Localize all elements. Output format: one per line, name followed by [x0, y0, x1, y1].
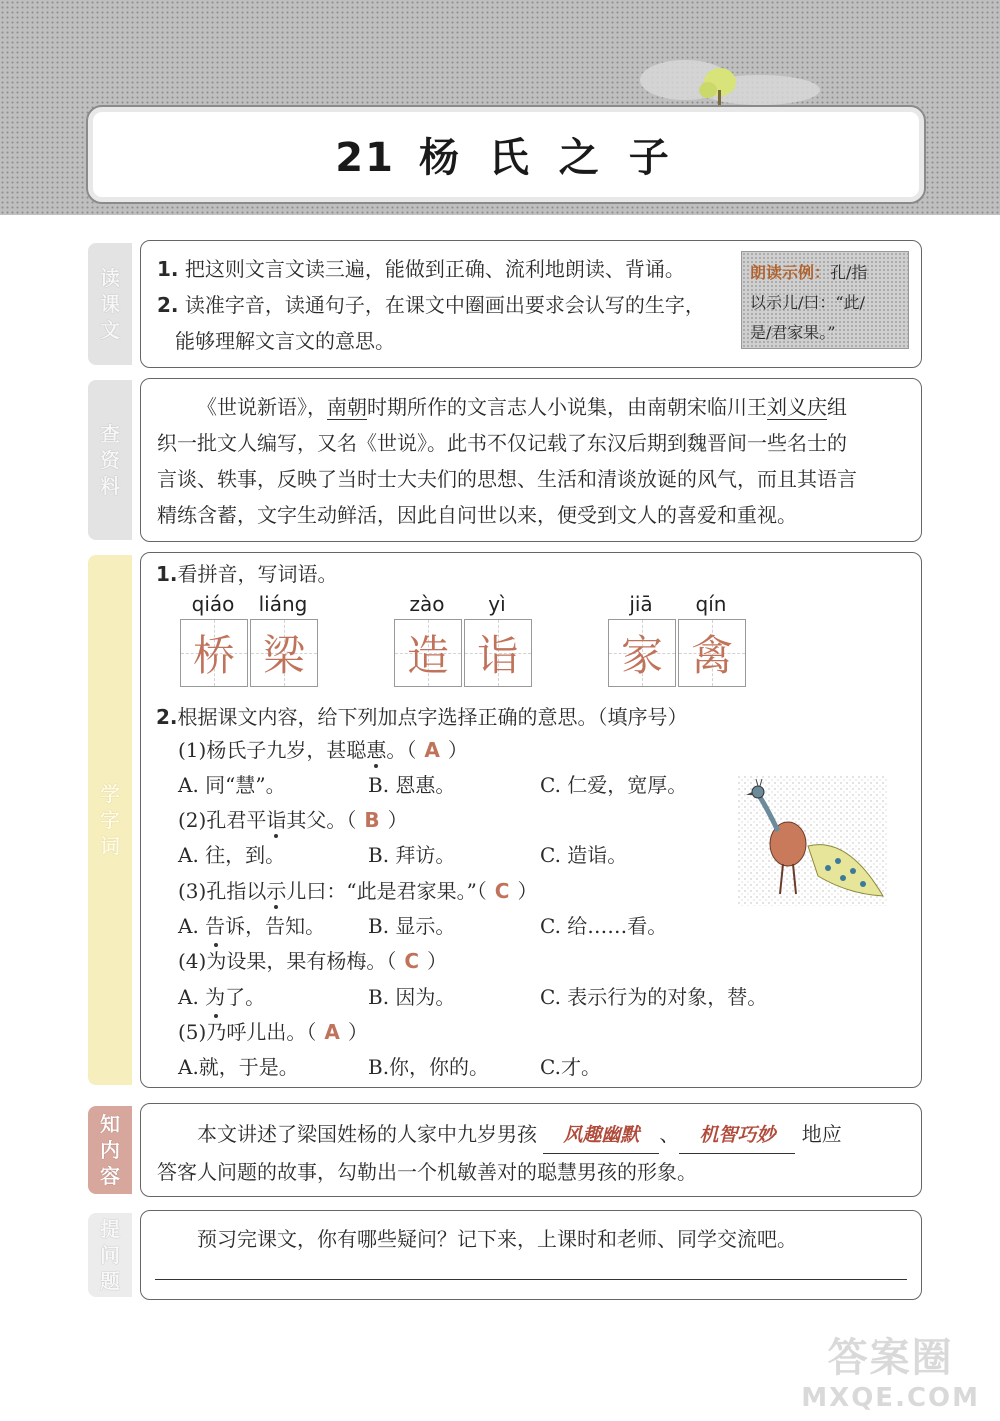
character-box[interactable]: [394, 619, 462, 687]
option-a: A. 同“慧”。: [178, 773, 286, 797]
option-b: B.你，你的。: [368, 1055, 490, 1079]
questions-prompt: 预习完课文，你有哪些疑问？记下来，上课时和老师、同学交流吧。: [197, 1227, 797, 1251]
sub-question-text: 呼儿出。（: [226, 1020, 317, 1044]
sub-question-text: 设果，果有杨梅。（: [226, 949, 397, 973]
item-number: 2.: [157, 293, 179, 317]
tab-questions: [88, 1213, 132, 1297]
written-character: 桥: [192, 631, 235, 680]
example-label: 朗读示例：: [750, 263, 831, 282]
answer-mark[interactable]: A: [324, 1020, 340, 1044]
info-text: 《世说新语》，: [197, 395, 327, 419]
sub-question-text: (4): [178, 949, 207, 973]
answer-mark[interactable]: C: [404, 949, 420, 973]
question-number: 2.: [156, 705, 178, 729]
lesson-title: 杨 氏 之 子: [418, 135, 677, 181]
option-c: C.才。: [540, 1055, 601, 1079]
tab-read: [88, 243, 132, 365]
example-text: 孔/指: [830, 263, 868, 282]
question-1: [156, 556, 338, 592]
tab-char: 问: [100, 1243, 120, 1267]
questions-section: [140, 1210, 922, 1300]
info-text: 组: [827, 395, 847, 419]
option-a: A.就，于是。: [178, 1055, 299, 1079]
tab-char: 提: [100, 1217, 120, 1241]
knowledge-line-2: 答客人问题的故事，勾勒出一个机敏善对的聪慧男孩的形象。: [157, 1160, 697, 1184]
pinyin-label: jiā: [629, 592, 653, 616]
written-character: 诣: [476, 631, 519, 680]
option-c: C. 造诣。: [540, 843, 628, 867]
knowledge-text: 地应: [801, 1122, 842, 1146]
tab-char: 字: [100, 808, 120, 832]
sub-question: [178, 946, 447, 976]
sub-question-text: ）: [347, 1020, 368, 1044]
tab-char: 课: [100, 292, 120, 316]
info-section: [140, 378, 922, 542]
option-b: B. 恩惠。: [368, 773, 456, 797]
knowledge-text: 本文讲述了梁国姓杨的人家中九岁男孩: [197, 1122, 537, 1146]
item-text: 把这则文言文读三遍，能做到正确、流利地朗读、背诵。: [184, 257, 685, 281]
tab-char: 内: [100, 1138, 120, 1162]
character-box[interactable]: [180, 619, 248, 687]
info-text: 精练含蓄，文字生动鲜活，因此自问世以来，便受到文人的喜爱和重视。: [157, 503, 797, 527]
sub-question-text: ）: [447, 738, 468, 762]
character-box[interactable]: [464, 619, 532, 687]
option-a: A. 告诉，告知。: [178, 914, 326, 938]
question-number: 1.: [156, 562, 178, 586]
sub-question: [178, 876, 537, 906]
character-box[interactable]: [678, 619, 746, 687]
lesson-number: 21: [335, 135, 395, 181]
sub-question-text: ）: [517, 879, 538, 903]
tab-char: 读: [100, 266, 120, 290]
character-box[interactable]: [608, 619, 676, 687]
tab-knowledge: [88, 1106, 132, 1194]
written-character: 造: [406, 631, 449, 680]
underlined-term: 南朝: [327, 395, 367, 419]
tab-char: 查: [100, 422, 120, 446]
option-a: A. 往，到。: [178, 843, 286, 867]
fill-blank-answer[interactable]: 风趣幽默: [543, 1117, 659, 1154]
sub-question-text: (1)杨氏子九岁，甚聪: [178, 738, 367, 762]
reading-example-box: [741, 251, 909, 349]
peacock-illustration: [738, 776, 888, 906]
watermark: [801, 1326, 980, 1413]
read-section: [140, 240, 922, 368]
tree-icon: [690, 62, 750, 107]
tab-char: 知: [100, 1112, 120, 1136]
tab-char: 文: [100, 318, 120, 342]
item-number: 1.: [157, 257, 179, 281]
written-character: 梁: [262, 631, 305, 680]
sub-question-text: (3)孔指以: [178, 879, 267, 903]
character-box[interactable]: [250, 619, 318, 687]
knowledge-text: 、: [659, 1122, 680, 1146]
question-text: 根据课文内容，给下列加点字选择正确的意思。（填序号）: [177, 705, 688, 729]
sub-question-text: 其父。（: [286, 808, 357, 832]
read-item-2: [157, 287, 705, 323]
sub-question: [178, 1017, 368, 1047]
written-character: 禽: [690, 631, 733, 680]
underlined-term: 刘义庆: [767, 395, 827, 419]
option-c: C. 表示行为的对象，替。: [540, 985, 768, 1009]
sub-question: [178, 805, 408, 835]
dotted-char: 惠: [366, 738, 387, 762]
tab-char: 容: [100, 1164, 120, 1188]
dotted-char: 乃: [206, 1020, 227, 1044]
dotted-char: 示: [266, 879, 287, 903]
tab-info: [88, 380, 132, 540]
info-paragraph: [157, 389, 917, 533]
pinyin-label: zào: [409, 592, 445, 616]
tab-char: 题: [100, 1269, 120, 1293]
example-text: 是/君家果。”: [750, 323, 836, 342]
tab-words: [88, 555, 132, 1085]
dotted-char: 为: [206, 949, 227, 973]
sub-question-text: ）: [387, 808, 408, 832]
sub-question-text: (2)孔君平: [178, 808, 267, 832]
option-c: C. 仁爱，宽厚。: [540, 773, 688, 797]
sub-question-text: (5): [178, 1020, 207, 1044]
dotted-char: 诣: [266, 808, 287, 832]
info-text: 言谈、轶事，反映了当时士大夫们的思想、生活和清谈放诞的风气，而且其语言: [157, 467, 857, 491]
answer-mark[interactable]: B: [364, 808, 380, 832]
question-text: 看拼音，写词语。: [177, 562, 338, 586]
answer-writing-line[interactable]: [155, 1279, 907, 1280]
watermark-text: 答案圈: [827, 1335, 954, 1381]
question-2: [156, 699, 688, 735]
option-b: B. 因为。: [368, 985, 456, 1009]
fill-blank-answer[interactable]: 机智巧妙: [679, 1117, 795, 1154]
answer-mark[interactable]: C: [494, 879, 510, 903]
tab-char: 资: [100, 448, 120, 472]
title-card: [86, 105, 926, 204]
knowledge-line-1: [197, 1116, 842, 1154]
tab-char: 料: [100, 474, 120, 498]
info-text: 时期所作的文言志人小说集，由南朝宋临川王: [367, 395, 767, 419]
knowledge-section: [140, 1103, 922, 1197]
option-b: B. 拜访。: [368, 843, 456, 867]
item-text: 能够理解文言文的意思。: [175, 329, 395, 353]
info-text: 织一批文人编写，又名《世说》。此书不仅记载了东汉后期到魏晋间一些名士的: [157, 431, 847, 455]
written-character: 家: [620, 631, 663, 680]
pinyin-label: qín: [695, 592, 727, 616]
sub-question-text: 。（: [386, 738, 417, 762]
pinyin-label: yì: [488, 592, 506, 616]
option-a: A. 为了。: [178, 985, 266, 1009]
sub-question-text: ）: [427, 949, 448, 973]
answer-mark[interactable]: A: [424, 738, 440, 762]
tab-char: 词: [100, 834, 120, 858]
option-c: C. 给……看。: [540, 914, 668, 938]
sub-question-text: 儿曰：“此是君家果。”（: [286, 879, 487, 903]
item-text: 读准字音，读通句子，在课文中圈画出要求会认写的生字，: [184, 293, 705, 317]
example-text: 以示儿/曰：“此/: [750, 293, 865, 312]
read-item-1: [157, 251, 685, 287]
option-b: B. 显示。: [368, 914, 456, 938]
pinyin-label: liáng: [258, 592, 308, 616]
tab-char: 学: [100, 782, 120, 806]
page-title: [335, 126, 676, 183]
watermark-url: MXQE.COM: [801, 1383, 980, 1413]
pinyin-label: qiáo: [191, 592, 235, 616]
sub-question: [178, 735, 468, 765]
